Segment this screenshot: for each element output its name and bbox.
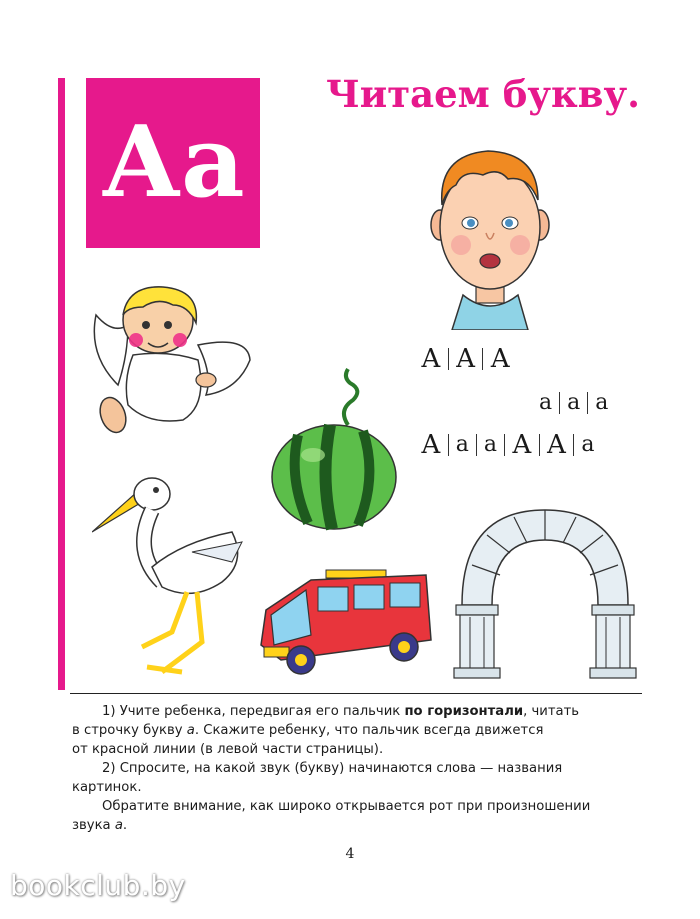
letter: А (455, 344, 476, 374)
letter: А (511, 430, 532, 460)
reading-row-1 (418, 346, 513, 372)
watermelon-illustration (268, 365, 400, 535)
angel-illustration (88, 285, 253, 455)
note-line: 1) Учите ребенка, передвигая его пальчик по горизонтали, читать (102, 704, 580, 719)
separator (476, 434, 477, 456)
reading-row-2 (536, 392, 611, 414)
reading-row-3 (418, 432, 597, 458)
letter: А (546, 430, 567, 460)
arch-illustration (452, 505, 638, 680)
letter-box-text: Аа (101, 105, 245, 220)
bus-illustration (256, 565, 436, 680)
note-line: 2) Спросите, на какой звук (букву) начинаются слова — названия (102, 761, 563, 776)
separator (573, 434, 574, 456)
letter: А (421, 430, 441, 460)
stork-illustration (92, 472, 247, 682)
note-line: в строчку букву а. Скажите ребенку, что пальчик всегда движется (72, 723, 544, 738)
letter: А (490, 344, 511, 374)
red-margin-line (58, 78, 65, 690)
letter: а (595, 390, 609, 415)
separator (448, 434, 449, 456)
boy-face-illustration (428, 145, 552, 330)
letter: а (567, 390, 581, 415)
watermark: bookclub.by (10, 869, 186, 902)
note-line: от красной линии (в левой части страницы). (72, 742, 384, 757)
letter: а (483, 432, 497, 457)
separator (482, 348, 483, 370)
note-line: Обратите внимание, как широко открывается рот при произношении (102, 799, 591, 814)
separator (539, 434, 540, 456)
letter: а (455, 432, 469, 457)
letter: а (581, 432, 595, 457)
separator (587, 392, 588, 414)
separator (504, 434, 505, 456)
page-title: Читаем букву. (326, 72, 641, 116)
parent-notes (72, 702, 642, 835)
note-line: звука а. (72, 818, 128, 833)
separator (448, 348, 449, 370)
letter-box (86, 78, 260, 248)
separator (559, 392, 560, 414)
notes-divider (70, 693, 642, 694)
note-line: картинок. (72, 780, 142, 795)
letter: а (539, 390, 553, 415)
letter: А (421, 344, 441, 374)
page-number: 4 (345, 846, 355, 862)
